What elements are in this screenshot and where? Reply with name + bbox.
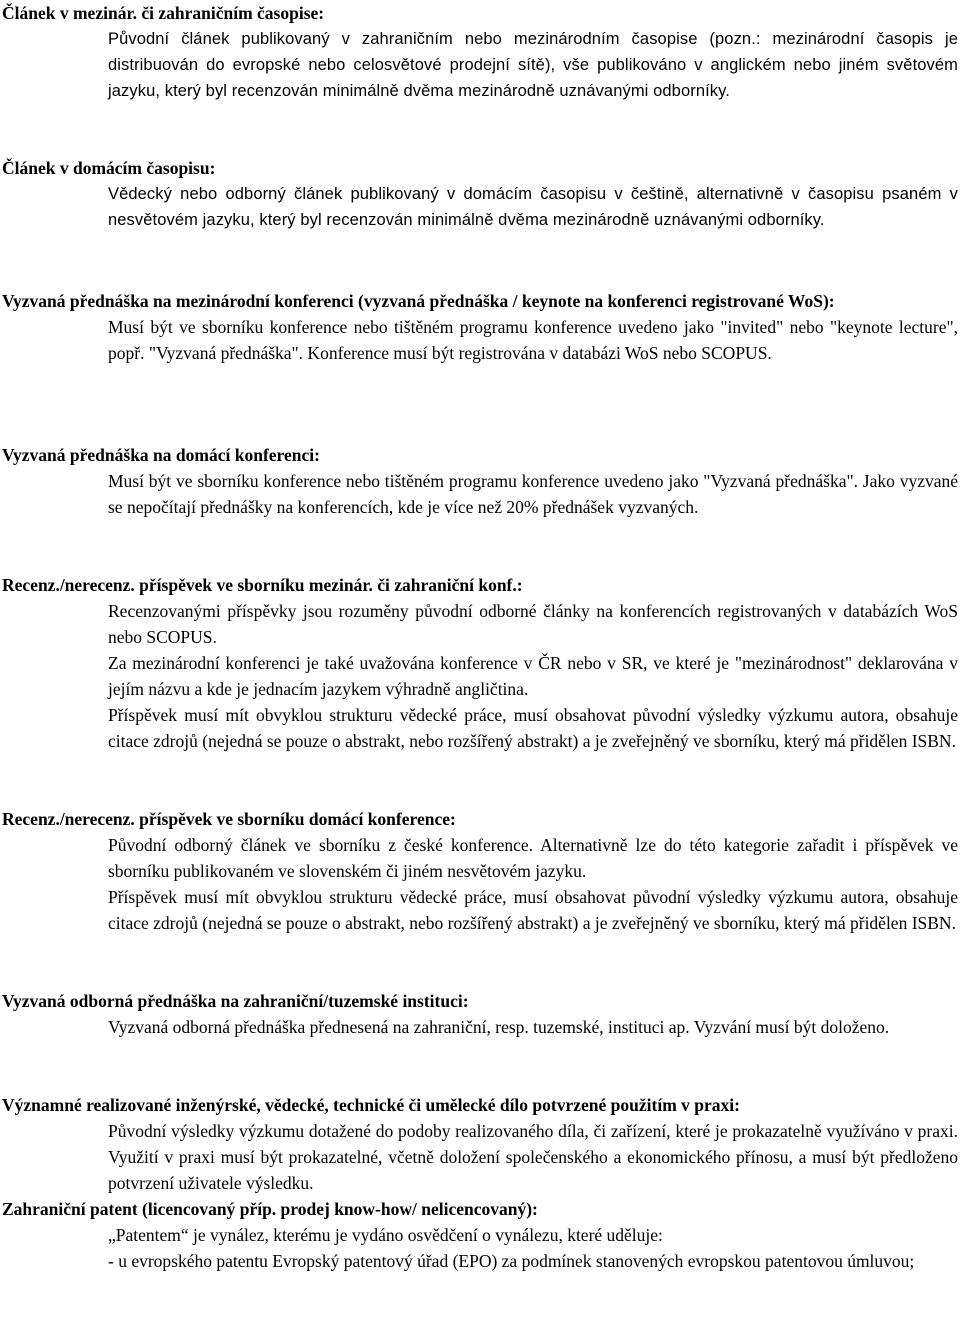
section-vyzvana-domaci [0, 442, 960, 520]
body-paragraph: Původní článek publikovaný v zahraničním nebo mezinárodním časopise (pozn.: mezinárodní časopis je distribuován do evropské nebo celosvětové prodejní sítě), vše publikováno v anglickém nebo jiném světovém jazyku, který byl recenzován minimálně dvěma mezinárodně uznávanými odborníky. [108, 30, 958, 100]
body-paragraph: Za mezinárodní konferenci je také uvažována konference v ČR nebo v SR, ve které je "mezinárodnost" deklarována v jejím názvu a kde je jednacím jazykem výhradně angličtina. [108, 653, 958, 699]
body-paragraph: Příspěvek musí mít obvyklou strukturu vědecké práce, musí obsahovat původní výsledky výzkumu autora, obsahuje citace zdrojů (nejedná se pouze o abstrakt, nebo rozšířený abstrakt) a je zveřejněný ve sborníku, který má přidělen ISBN. [108, 887, 958, 933]
section-sbornik-mezinarodni [0, 572, 960, 754]
section-sbornik-domaci [0, 806, 960, 936]
section-heading: Vyzvaná přednáška na domácí konferenci: [2, 445, 320, 465]
body-paragraph: Musí být ve sborníku konference nebo tištěném programu konference uvedeno jako "Vyzvaná přednáška". Jako vyzvané se nepočítají přednášky na konferencích, kde je více než 20% přednášek vyzvaných. [108, 471, 958, 517]
section-heading: Recenz./nerecenz. příspěvek ve sborníku mezinár. či zahraniční konf.: [2, 575, 523, 595]
section-vyzvana-instituce [0, 988, 960, 1040]
section-body [0, 314, 960, 366]
section-heading: Článek v mezinár. či zahraničním časopise: [2, 3, 325, 23]
section-body [0, 1014, 960, 1040]
section-body [0, 26, 960, 104]
body-paragraph: „Patentem“ je vynález, kterému je vydáno osvědčení o vynálezu, které uděluje: [108, 1225, 663, 1245]
section-body [0, 1118, 960, 1196]
section-clanek-domaci [0, 155, 960, 233]
section-clanek-mezinarodni [0, 0, 960, 104]
section-body [0, 468, 960, 520]
section-body [0, 832, 960, 936]
section-heading: Vyzvaná odborná přednáška na zahraniční/tuzemské instituci: [2, 991, 469, 1011]
section-body [0, 1222, 960, 1274]
section-vyzvana-mezinarodni [0, 288, 960, 366]
body-paragraph: - u evropského patentu Evropský patentový úřad (EPO) za podmínek stanovených evropskou patentovou úmluvou; [108, 1251, 915, 1271]
body-paragraph: Původní odborný článek ve sborníku z české konference. Alternativně lze do této kategorie zařadit i příspěvek ve sborníku publikovaném ve slovenském či jiném nesvětovém jazyku. [108, 835, 958, 881]
section-heading: Významné realizované inženýrské, vědecké, technické či umělecké dílo potvrzené použitím v praxi: [2, 1095, 740, 1115]
body-paragraph: Vyzvaná odborná přednáška přednesená na zahraniční, resp. tuzemské, instituci ap. Vyzvání musí být doloženo. [108, 1017, 890, 1037]
body-paragraph: Vědecký nebo odborný článek publikovaný v domácím časopisu v češtině, alternativně v časopisu psaném v nesvětovém jazyku, který byl recenzován minimálně dvěma mezinárodně uznávanými odborníky. [108, 185, 958, 229]
section-heading: Vyzvaná přednáška na mezinárodní konferenci (vyzvaná přednáška / keynote na konferenci registrované WoS): [2, 291, 835, 311]
body-paragraph: Původní výsledky výzkumu dotažené do podoby realizovaného díla, či zařízení, které je prokazatelně využíváno v praxi. Využití v praxi musí být prokazatelné, včetně doložení společenského a ekonomického přínosu, a musí být předloženo potvrzení uživatele výsledku. [108, 1121, 958, 1193]
body-paragraph: Recenzovanými příspěvky jsou rozuměny původní odborné články na konferencích registrovaných v databázích WoS nebo SCOPUS. [108, 601, 958, 647]
section-realizovane-dilo [0, 1092, 960, 1196]
body-paragraph: Musí být ve sborníku konference nebo tištěném programu konference uvedeno jako "invited" nebo "keynote lecture", popř. "Vyzvaná přednáška". Konference musí být registrována v databázi WoS nebo SCOPUS. [108, 317, 958, 363]
section-body [0, 598, 960, 754]
section-heading: Článek v domácím časopisu: [2, 158, 216, 178]
section-heading: Zahraniční patent (licencovaný příp. prodej know-how/ nelicencovaný): [2, 1199, 538, 1219]
section-heading: Recenz./nerecenz. příspěvek ve sborníku domácí konference: [2, 809, 456, 829]
section-zahranicni-patent [0, 1196, 960, 1274]
section-body [0, 181, 960, 233]
body-paragraph: Příspěvek musí mít obvyklou strukturu vědecké práce, musí obsahovat původní výsledky výzkumu autora, obsahuje citace zdrojů (nejedná se pouze o abstrakt, nebo rozšířený abstrakt) a je zveřejněný ve sborníku, který má přidělen ISBN. [108, 705, 958, 751]
